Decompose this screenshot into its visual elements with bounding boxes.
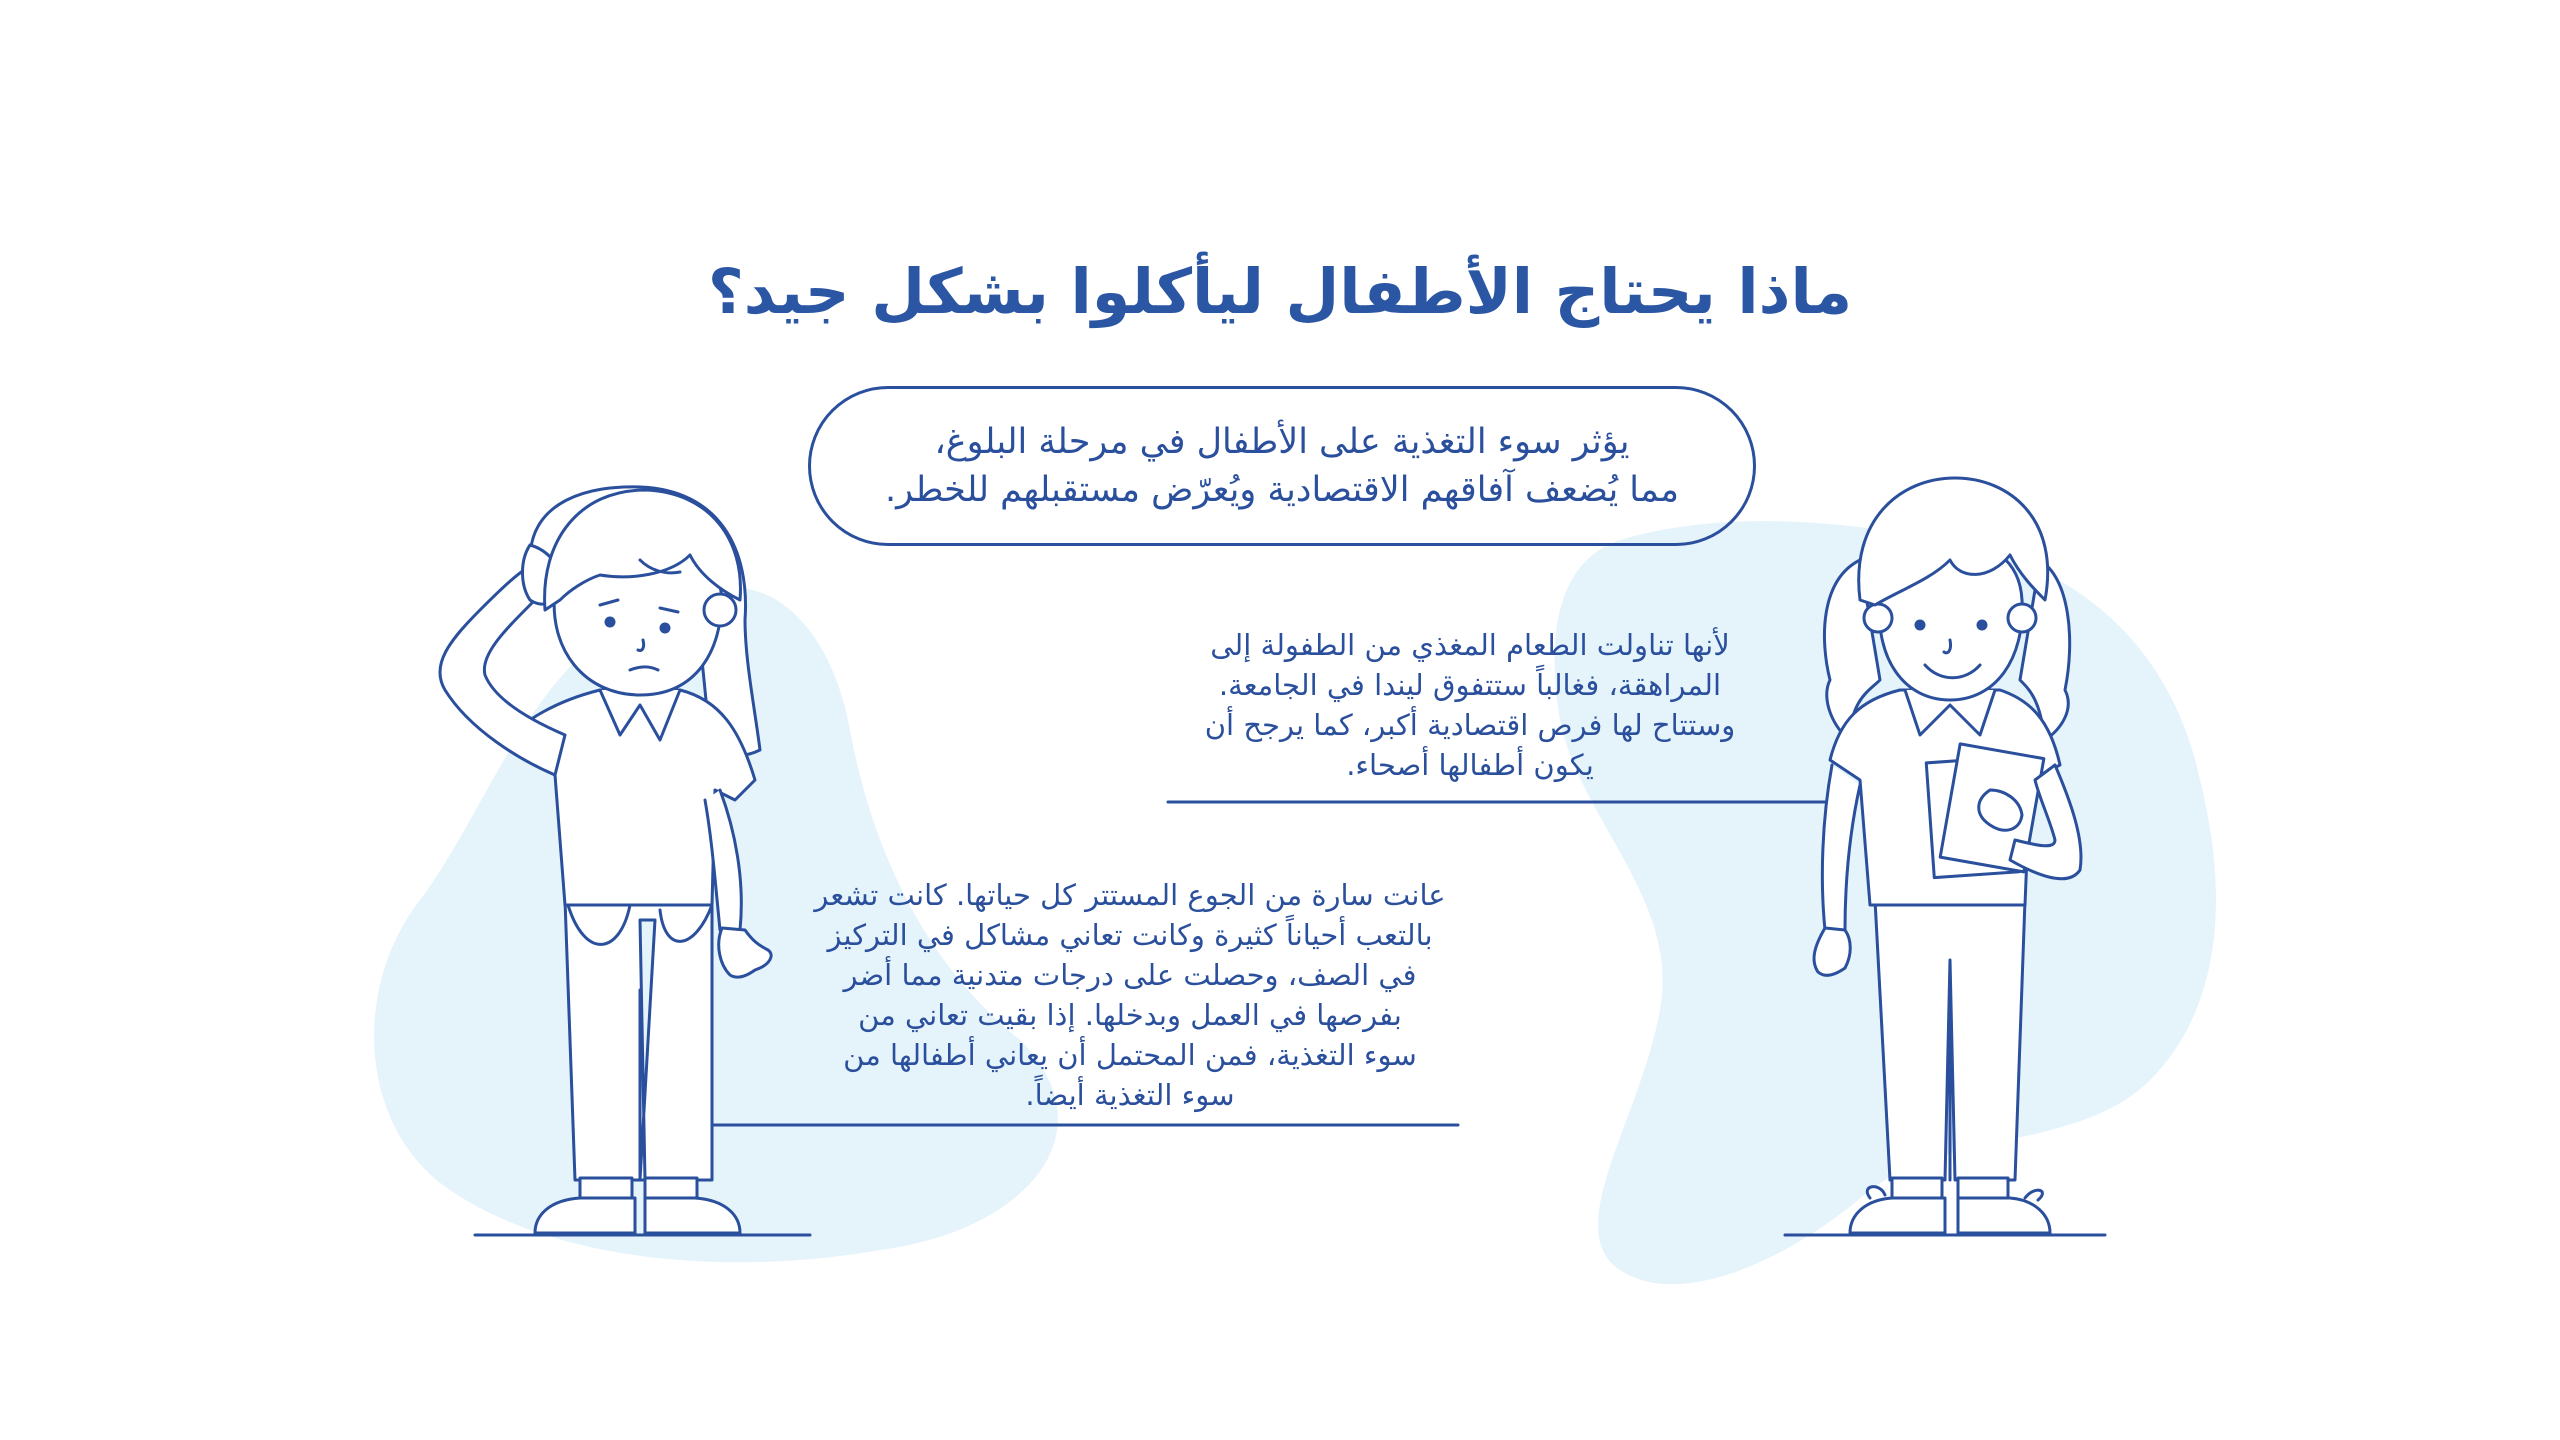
- sara-story-paragraph: [790, 875, 1470, 1115]
- linda-story-line: المراهقة، فغالباً ستتفوق ليندا في الجامعة.: [1218, 668, 1722, 702]
- linda-story-line: يكون أطفالها أصحاء.: [1346, 748, 1594, 782]
- sara-story-line: سوء التغذية أيضاً.: [1025, 1078, 1235, 1112]
- bubble-line: مما يُضعف آفاقهم الاقتصادية ويُعرّض مستقبلهم للخطر.: [885, 470, 1679, 510]
- linda-story-line: لأنها تناولت الطعام المغذي من الطفولة إلى: [1210, 628, 1730, 662]
- page-title: ماذا يحتاج الأطفال ليأكلوا بشكل جيد؟: [707, 255, 1853, 328]
- sara-story-line: بالتعب أحياناً كثيرة وكانت تعاني مشاكل في التركيز: [827, 918, 1433, 952]
- sara-story-line: في الصف، وحصلت على درجات متدنية مما أضر: [843, 958, 1417, 992]
- intro-speech-bubble: [808, 386, 1756, 546]
- sara-story-line: سوء التغذية، فمن المحتمل أن يعاني أطفالها من: [843, 1038, 1417, 1072]
- sara-story-line: عانت سارة من الجوع المستتر كل حياتها. كانت تشعر: [814, 878, 1446, 912]
- bubble-line: يؤثر سوء التغذية على الأطفال في مرحلة البلوغ،: [934, 422, 1630, 462]
- sara-story-line: بفرصها في العمل وبدخلها. إذا بقيت تعاني من: [858, 998, 1402, 1032]
- linda-story-paragraph: [1160, 625, 1780, 785]
- linda-story-line: وستتاح لها فرص اقتصادية أكبر، كما يرجح أن: [1204, 708, 1736, 742]
